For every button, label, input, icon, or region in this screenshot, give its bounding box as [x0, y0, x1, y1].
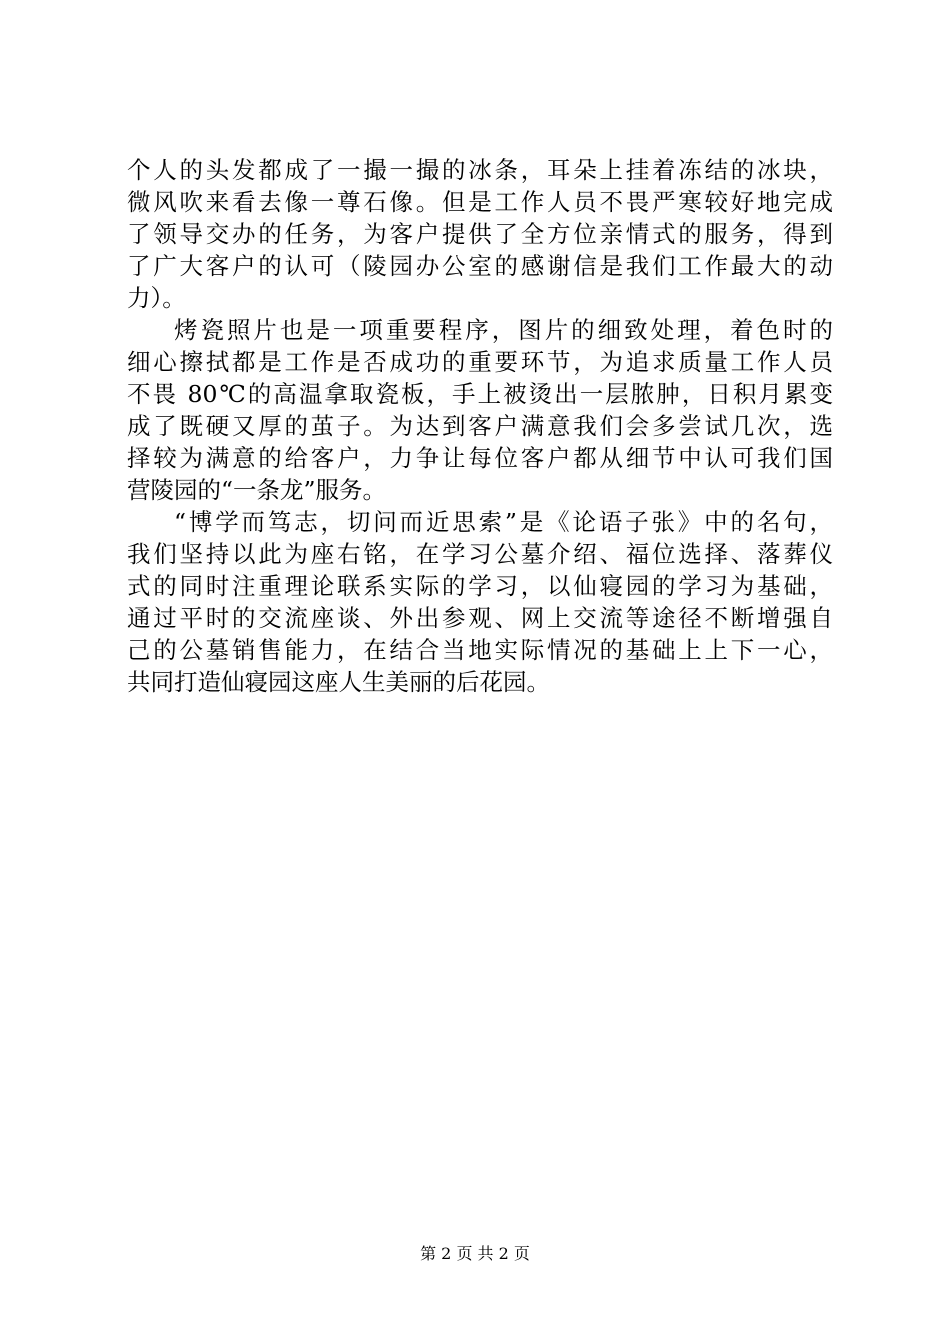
text-line: 力）。	[127, 284, 186, 312]
text-line: 个人的头发都成了一撮一撮的冰条，耳朵上挂着冻结的冰块，	[127, 156, 833, 184]
page-number: 第 2 页 共 2 页	[420, 1244, 530, 1263]
text-line: 营陵园的“一条龙”服务。	[127, 476, 387, 504]
text-line: 共同打造仙寝园这座人生美丽的后花园。	[127, 668, 550, 696]
text-line: 己的公墓销售能力，在结合当地实际情况的基础上上下一心，	[127, 636, 833, 664]
page-footer	[0, 1244, 950, 1264]
text-line: 烤瓷照片也是一项重要程序，图片的细致处理，着色时的	[174, 316, 833, 344]
text-line: 成了既硬又厚的茧子。为达到客户满意我们会多尝试几次，选	[127, 412, 833, 440]
text-line: 微风吹来看去像一尊石像。但是工作人员不畏严寒较好地完成	[127, 188, 833, 216]
text-line: 我们坚持以此为座右铭，在学习公墓介绍、福位选择、落葬仪	[127, 540, 833, 568]
text-line: 细心擦拭都是工作是否成功的重要环节，为追求质量工作人员	[127, 348, 833, 376]
text-line: 了广大客户的认可（陵园办公室的感谢信是我们工作最大的动	[127, 252, 833, 280]
text-line: 不畏 80℃的高温拿取瓷板，手上被烫出一层脓肿，日积月累变	[127, 380, 833, 408]
text-line: 了领导交办的任务，为客户提供了全方位亲情式的服务，得到	[127, 220, 833, 248]
text-line: 通过平时的交流座谈、外出参观、网上交流等途径不断增强自	[127, 604, 833, 632]
body-text	[127, 154, 833, 698]
text-line: 式的同时注重理论联系实际的学习，以仙寝园的学习为基础，	[127, 572, 833, 600]
text-line: “博学而笃志，切问而近思索”是《论语子张》中的名句，	[174, 508, 833, 536]
text-line: 择较为满意的给客户，力争让每位客户都从细节中认可我们国	[127, 444, 833, 472]
